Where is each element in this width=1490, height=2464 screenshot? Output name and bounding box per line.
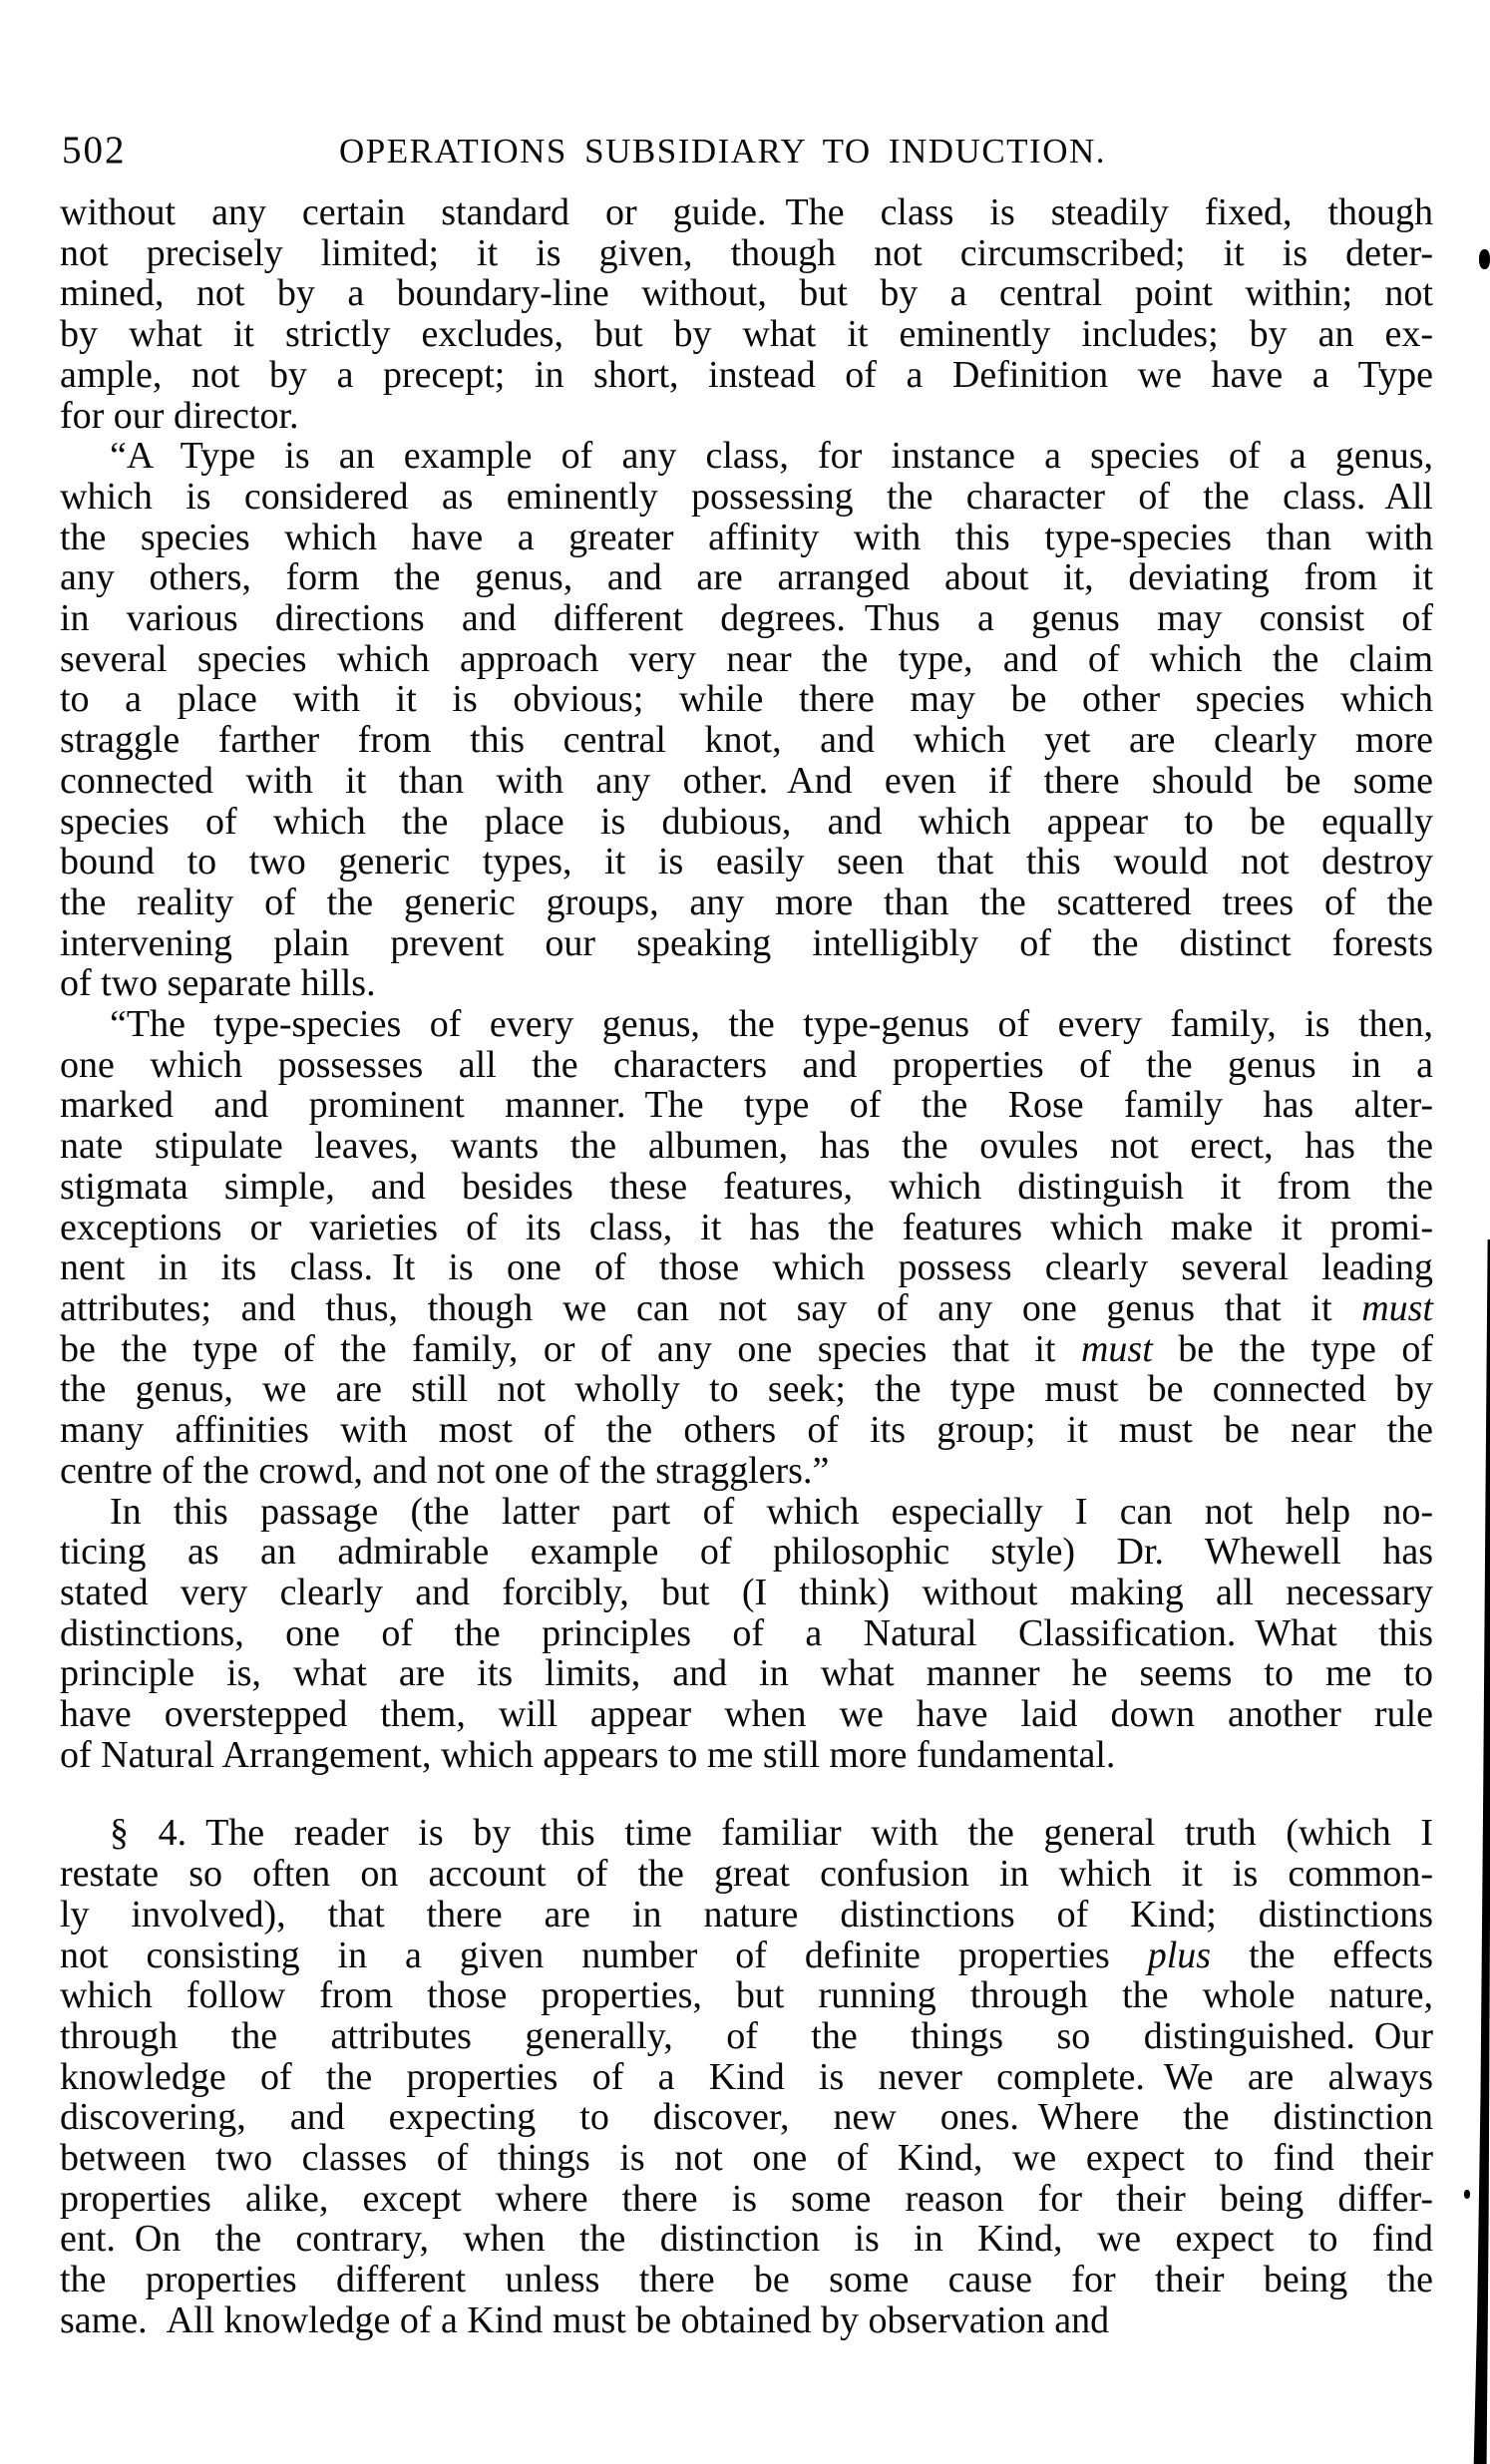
text-line: In this passage (the latter part of which especially I can not help no- — [110, 1490, 1433, 1533]
text-line: of Natural Arrangement, which appears to me still more fundamental. — [60, 1733, 1116, 1776]
text-line: the reality of the generic groups, any more than the scattered trees of the — [60, 880, 1433, 923]
text-line: for our director. — [60, 394, 299, 437]
text-line: any others, form the genus, and are arranged about it, deviating from it — [60, 556, 1433, 599]
text-line: ly involved), that there are in nature distinctions of Kind; distinctions — [60, 1893, 1433, 1936]
text-line: intervening plain prevent our speaking intelligibly of the distinct forests — [60, 921, 1433, 964]
text-line: ample, not by a precept; in short, instead of a Definition we have a Type — [60, 353, 1433, 396]
text-block — [60, 192, 1433, 2341]
text-line: to a place with it is obvious; while there may be other species which — [60, 678, 1433, 721]
italic-word: plus — [1147, 1934, 1212, 1976]
text-line: principle is, what are its limits, and in what manner he seems to me to — [60, 1652, 1433, 1695]
text-line: several species which approach very near the type, and of which the claim — [60, 637, 1433, 680]
running-head: OPERATIONS SUBSIDIARY TO INDUCTION. — [338, 132, 1107, 171]
text-line: knowledge of the properties of a Kind is never complete. We are always — [60, 2055, 1433, 2098]
paragraph — [60, 1813, 1433, 2340]
text-line: straggle farther from this central knot, and which yet are clearly more — [60, 719, 1433, 762]
text-line: distinctions, one of the principles of a Natural Classification. What this — [60, 1611, 1433, 1654]
text-line: exceptions or varieties of its class, it has the features which make it promi- — [60, 1206, 1433, 1248]
text-line: restate so often on account of the great confusion in which it is common- — [60, 1853, 1433, 1896]
text-line: stated very clearly and forcibly, but (I think) without making all necessary — [60, 1571, 1433, 1613]
text-line: nate stipulate leaves, wants the albumen, has the ovules not erect, has the — [60, 1125, 1433, 1168]
text-line: through the attributes generally, of the things so distinguished. Our — [60, 2014, 1433, 2057]
text-line: the properties different unless there be some cause for their being the — [60, 2259, 1433, 2301]
text-line: “The type-species of every genus, the type-genus of every family, is then, — [110, 1003, 1433, 1046]
paragraph — [60, 1004, 1433, 1491]
text-line: connected with it than with any other. And even if there should be some — [60, 759, 1433, 802]
text-line: many affinities with most of the others of its group; it must be near the — [60, 1409, 1433, 1452]
text-line: of two separate hills. — [60, 962, 376, 1005]
text-line: same. All knowledge of a Kind must be obtained by observation and — [60, 2298, 1110, 2341]
page-header — [60, 128, 1433, 176]
text-line: nent in its class. It is one of those which possess clearly several leading — [60, 1246, 1433, 1289]
text-line: properties alike, except where there is some reason for their being differ- — [60, 2177, 1433, 2220]
text-line: attributes; and thus, though we can not say of any one genus that it must — [60, 1286, 1433, 1329]
text-line: discovering, and expecting to discover, new ones. Where the distinction — [60, 2096, 1433, 2139]
text-line: “A Type is an example of any class, for instance a species of a genus, — [110, 435, 1433, 478]
text-line: § 4. The reader is by this time familiar with the general truth (which I — [110, 1812, 1433, 1855]
text-line: bound to two generic types, it is easily seen that this would not destroy — [60, 841, 1433, 883]
text-line: which is considered as eminently possessing the character of the class. All — [60, 475, 1433, 518]
text-line: not consisting in a given number of definite properties plus the effects — [60, 1934, 1433, 1976]
text-line: by what it strictly excludes, but by what it eminently includes; by an ex- — [60, 313, 1433, 356]
page-number: 502 — [62, 129, 127, 172]
paragraph — [60, 436, 1433, 1004]
italic-word: must — [1361, 1286, 1433, 1329]
text-line: ent. On the contrary, when the distinction is in Kind, we expect to find — [60, 2218, 1433, 2261]
text-line: mined, not by a boundary-line without, but by a central point within; not — [60, 272, 1433, 315]
text-line: ticing as an admirable example of philosophic style) Dr. Whewell has — [60, 1531, 1433, 1574]
scan-edge-artifact — [1456, 1239, 1490, 2464]
text-line: in various directions and different degrees. Thus a genus may consist of — [60, 597, 1433, 640]
text-line: be the type of the family, or of any one species that it must be the type of — [60, 1327, 1434, 1370]
text-line: one which possesses all the characters and properties of the genus in a — [60, 1043, 1433, 1086]
scan-speck-artifact — [1479, 249, 1490, 269]
text-line: species of which the place is dubious, and which appear to be equally — [60, 800, 1433, 843]
text-line: stigmata simple, and besides these features, which distinguish it from the — [60, 1165, 1433, 1208]
text-line: the species which have a greater affinity with this type-species than with — [60, 516, 1433, 558]
text-line: without any certain standard or guide. The class is steadily fixed, though — [60, 191, 1433, 233]
scan-speck-artifact — [1464, 2190, 1470, 2199]
text-line: centre of the crowd, and not one of the stragglers.” — [60, 1449, 830, 1492]
text-line: the genus, we are still not wholly to seek; the type must be connected by — [60, 1368, 1433, 1411]
text-line: which follow from those properties, but running through the whole nature, — [60, 1974, 1433, 2017]
paragraph — [60, 1492, 1433, 1776]
text-line: not precisely limited; it is given, though not circumscribed; it is deter- — [60, 231, 1433, 274]
text-line: have overstepped them, will appear when we have laid down another rule — [60, 1693, 1433, 1736]
text-line: between two classes of things is not one of Kind, we expect to find their — [60, 2137, 1433, 2180]
italic-word: must — [1080, 1327, 1153, 1370]
paragraph — [60, 192, 1433, 436]
text-line: marked and prominent manner. The type of the Rose family has alter- — [60, 1084, 1433, 1127]
